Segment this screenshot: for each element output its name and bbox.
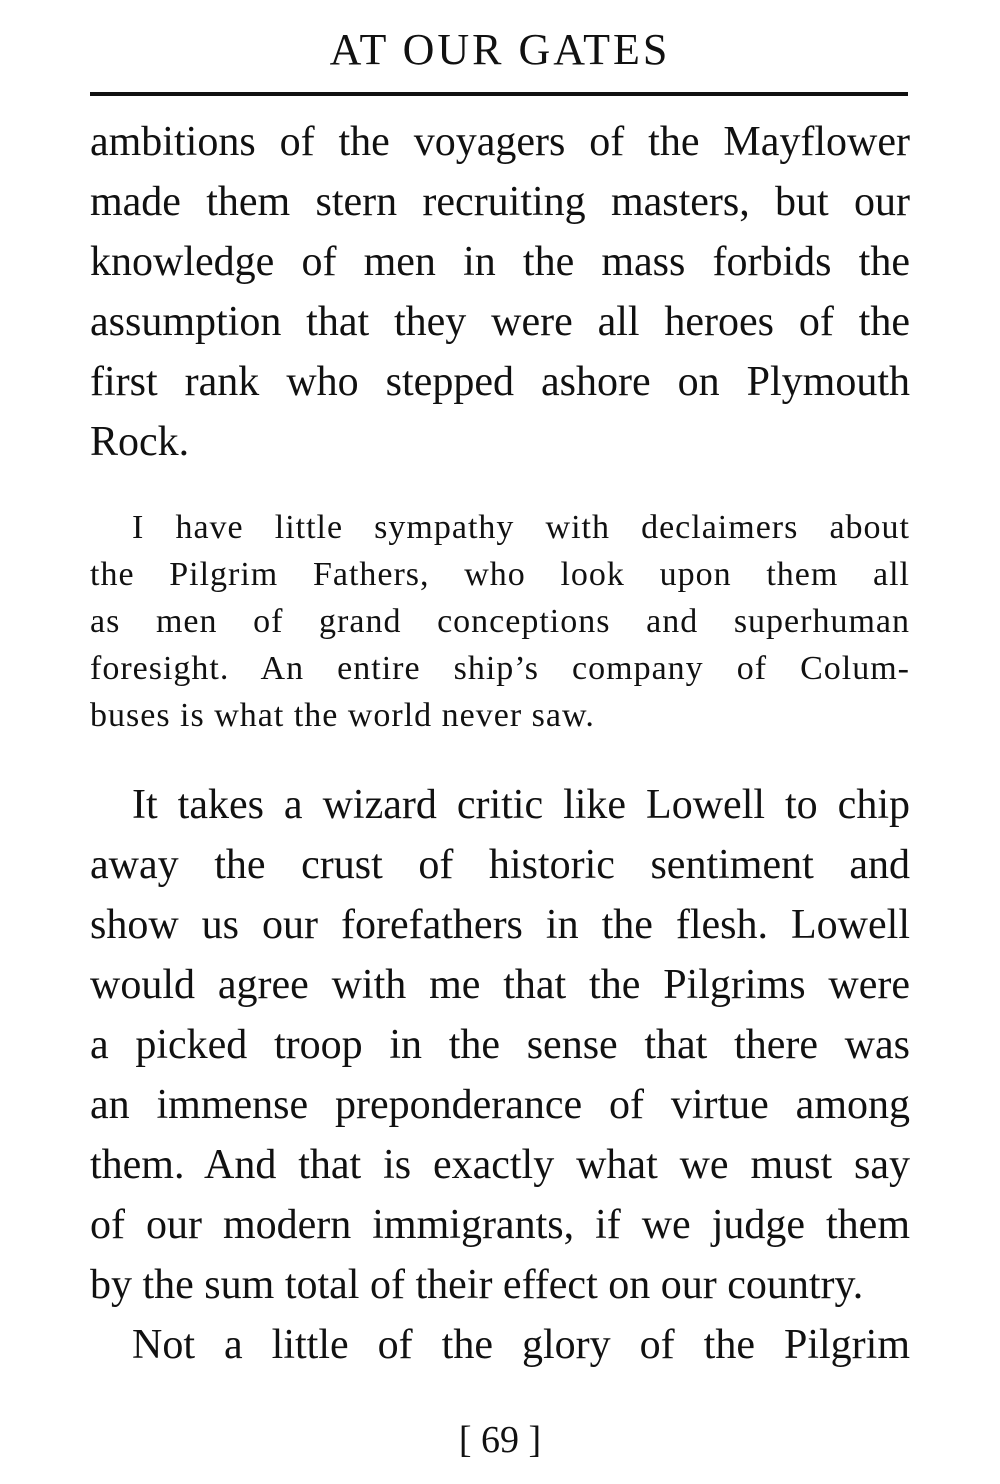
text-line: Rock.: [90, 419, 190, 465]
text-line: Not a little of the glory of the Pilgrim: [132, 1322, 910, 1368]
text-line: made them stern recruiting masters, but our: [90, 179, 910, 225]
text-line: would agree with me that the Pilgrims were: [90, 962, 910, 1008]
paragraph-2: [90, 775, 910, 1315]
quote-line: buses is what the world never saw.: [90, 697, 595, 734]
text-line: assumption that they were all heroes of the: [90, 299, 910, 345]
paragraph-1: [90, 112, 910, 472]
text-line: by the sum total of their effect on our country.: [90, 1262, 864, 1308]
header-rule: [90, 92, 908, 96]
book-page: [90, 0, 910, 1484]
paragraph-3: [90, 1315, 910, 1375]
text-line: of our modern immigrants, if we judge them: [90, 1202, 910, 1248]
quote-line: foresight. An entire ship’s company of Colum-: [90, 650, 910, 687]
block-quotation: [90, 504, 910, 739]
text-line: show us our forefathers in the flesh. Lowell: [90, 902, 910, 948]
text-line: knowledge of men in the mass forbids the: [90, 239, 910, 285]
text-line: them. And that is exactly what we must say: [90, 1142, 910, 1188]
page-number: [ 69 ]: [458, 1419, 542, 1461]
text-line: It takes a wizard critic like Lowell to chip: [132, 782, 910, 828]
text-line: an immense preponderance of virtue among: [90, 1082, 910, 1128]
running-head: AT OUR GATES: [329, 25, 671, 74]
quote-line: the Pilgrim Fathers, who look upon them all: [90, 556, 910, 593]
text-line: ambitions of the voyagers of the Mayflower: [90, 119, 910, 165]
quote-line: as men of grand conceptions and superhuman: [90, 603, 910, 640]
text-line: a picked troop in the sense that there was: [90, 1022, 910, 1068]
quote-line: I have little sympathy with declaimers about: [132, 509, 910, 546]
text-line: first rank who stepped ashore on Plymouth: [90, 359, 910, 405]
text-line: away the crust of historic sentiment and: [90, 842, 910, 888]
